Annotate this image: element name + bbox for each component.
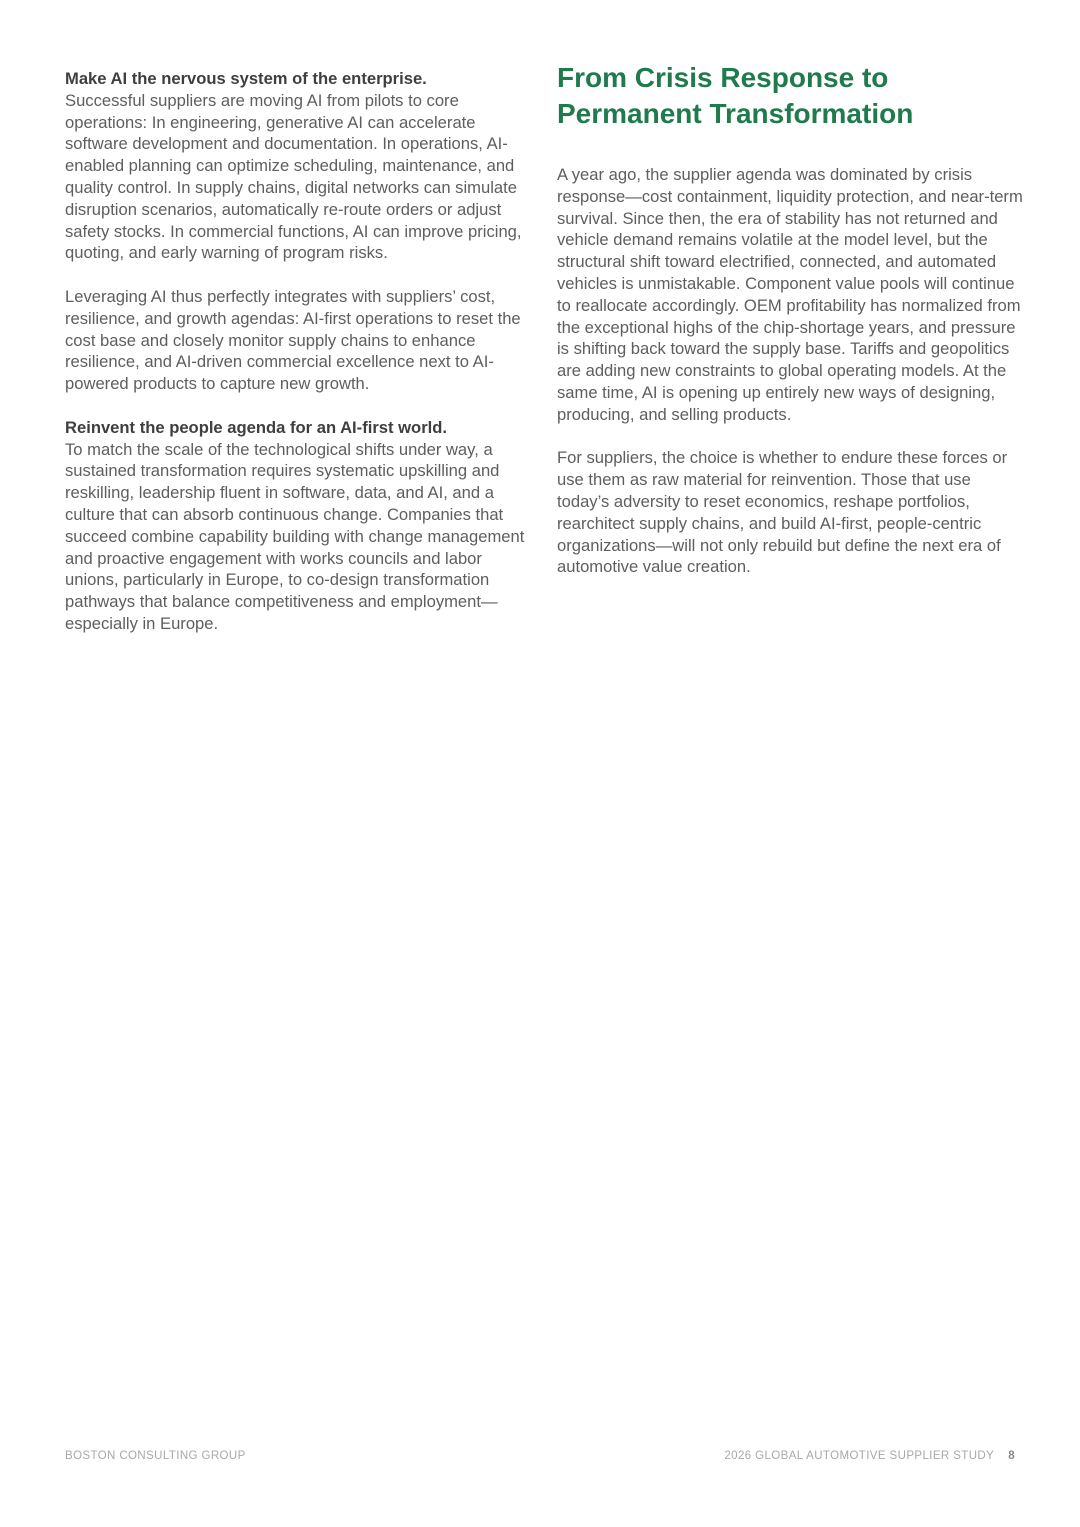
paragraph-leveraging-ai: Leveraging AI thus perfectly integrates with suppliers’ cost, resilience, and growth agendas: AI-first operations to reset the cost base and closely monitor supply chains to enhance resilience, and AI-driven commercial excellence next to AI-powered products to capture new growth. [65, 286, 521, 394]
paragraph-year-ago: A year ago, the supplier agenda was dominated by crisis response—cost containment, liquidity protection, and near-term survival. Since then, the era of stability has not returned and vehicle demand remains volatile at the model level, but the structural shift toward electrified, connected, and automated vehicles is unmistakable. Component value pools will continue to reallocate accordingly. OEM profitability has normalized from the exceptional highs of the chip-shortage years, and pressure is shifting back toward the supply base. Tariffs and geopolitics are adding new constraints to global operating models. At the same time, AI is opening up entirely new ways of designing, producing, and selling products. [557, 165, 1023, 424]
footer-study-title [724, 1450, 1015, 1462]
section-ai-nervous-system [65, 68, 530, 264]
section-heading-people-agenda: Reinvent the people agenda for an AI-first world. [65, 417, 448, 437]
right-column [557, 60, 1027, 578]
section-people-agenda [65, 417, 530, 635]
left-column [65, 68, 530, 635]
footer-study-name: 2026 GLOBAL AUTOMOTIVE SUPPLIER STUDY [724, 1450, 995, 1462]
paragraph-for-suppliers: For suppliers, the choice is whether to endure these forces or use them as raw material for reinvention. Those that use today’s adversity to reset economics, reshape portfolios, rearchitect supply chains, and build AI-first, people-centric organizations—will not only rebuild but define the next era of automotive value creation. [557, 448, 1008, 577]
section-body-ai-nervous-system: Successful suppliers are moving AI from pilots to core operations: In engineering, generative AI can accelerate software development and documentation. In operations, AI-enabled planning can optimize scheduling, maintenance, and quality control. In supply chains, digital networks can simulate disruption scenarios, automatically re-route orders or adjust safety stocks. In commercial functions, AI can improve pricing, quoting, and early warning of program risks. [65, 90, 522, 263]
footer-publisher: BOSTON CONSULTING GROUP [65, 1450, 246, 1462]
page-number: 8 [1008, 1450, 1015, 1462]
section-body-people-agenda: To match the scale of the technological shifts under way, a sustained transformation requires systematic upskilling and reskilling, leadership fluent in software, data, and AI, and a culture that can absorb continuous change. Companies that succeed combine capability building with change management and proactive engagement with works councils and labor unions, particularly in Europe, to co-design transformation pathways that balance competitiveness and employment—especially in Europe. [65, 439, 525, 633]
section-heading-ai-nervous-system: Make AI the nervous system of the enterprise. [65, 69, 427, 88]
section-title: From Crisis Response to Permanent Transformation [557, 62, 914, 129]
